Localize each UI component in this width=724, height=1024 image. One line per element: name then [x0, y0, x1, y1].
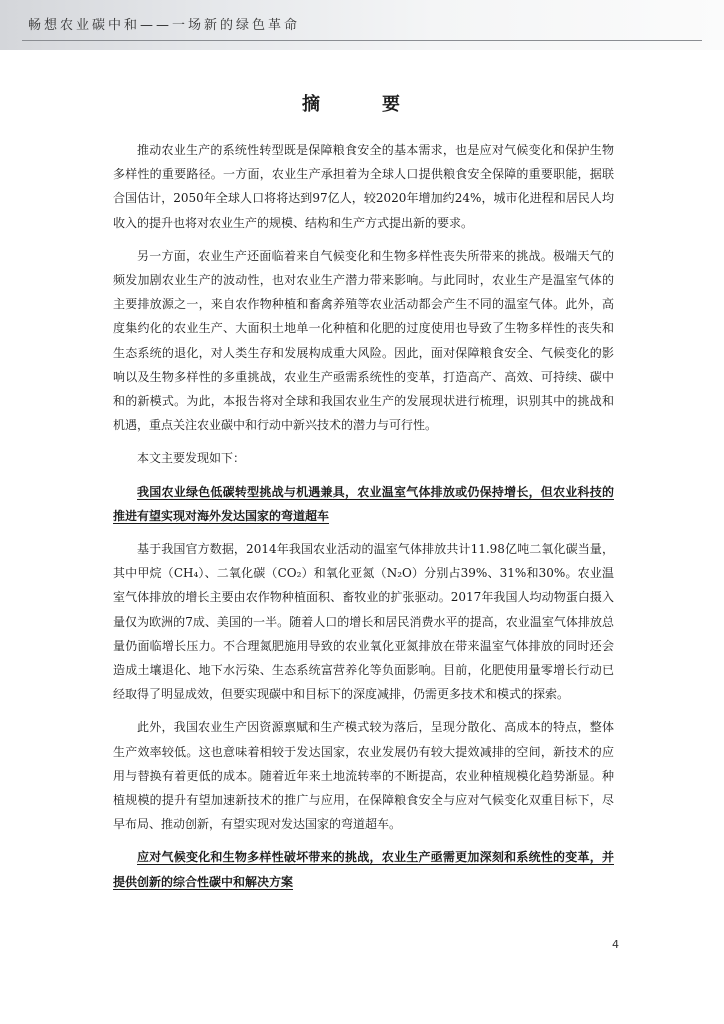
paragraph-efficiency: 此外，我国农业生产因资源禀赋和生产模式较为落后，呈现分散化、高成本的特点，整体生产效率较低。这也意味着相较于发达国家，农业发展仍有较大提效减排的空间，新技术的应用与替换有着更低的成本。随着近年来土地流转率的不断提高，农业种植规模化趋势渐显。种植规模的提升有望加速新技术的推广与应用，在保障粮食安全与应对气候变化双重目标下，尽早布局、推动创新，有望实现对发达国家的弯道超车。	[113, 720, 614, 832]
header-divider	[22, 40, 702, 41]
paragraph-challenges: 另一方面，农业生产还面临着来自气候变化和生物多样性丧失所带来的挑战。极端天气的频发加剧农业生产的波动性，也对农业生产潜力带来影响。与此同时，农业生产是温室气体的主要排放源之一，来自农作物种植和畜禽养殖等农业活动都会产生不同的温室气体。此外，高度集约化的农业生产、大面积土地单一化种植和化肥的过度使用也导致了生物多样性的丧失和生态系统的退化，对人类生存和发展构成重大风险。因此，面对保障粮食安全、气候变化的影响以及生物多样性的多重挑战，农业生产亟需系统性的变革，打造高产、高效、可持续、碳中和的新模式。为此，本报告将对全球和我国农业生产的发展现状进行梳理，识别其中的挑战和机遇，重点关注农业碳中和行动中新兴技术的潜力与可行性。	[113, 248, 614, 433]
finding-heading-1: 我国农业绿色低碳转型挑战与机遇兼具，农业温室气体排放或仍保持增长，但农业科技的推进有望实现对海外发达国家的弯道超车	[113, 484, 614, 523]
document-body	[113, 138, 614, 894]
paragraph-findings-lead: 本文主要发现如下：	[137, 451, 246, 466]
finding-heading-2: 应对气候变化和生物多样性破坏带来的挑战，农业生产亟需更加深刻和系统性的变革，并提供创新的综合性碳中和解决方案	[113, 850, 614, 889]
page-title: 摘 要	[302, 94, 422, 115]
paragraph-emissions-data: 基于我国官方数据，2014年我国农业活动的温室气体排放共计11.98亿吨二氧化碳当量，其中甲烷（CH₄）、二氧化碳（CO₂）和氧化亚氮（N₂O）分别占39%、31%和30%。农业温室气体排放的增长主要由农作物种植面积、畜牧业的扩张驱动。2017年我国人均动物蛋白摄入量仅为欧洲的7成、美国的一半。随着人口的增长和居民消费水平的提高，农业温室气体排放总量仍面临增长压力。不合理氮肥施用导致的农业氧化亚氮排放在带来温室气体排放的同时还会造成土壤退化、地下水污染、生态系统富营养化等负面影响。目前，化肥使用量零增长行动已经取得了明显成效，但要实现碳中和目标下的深度减排，仍需更多技术和模式的探索。	[113, 542, 614, 702]
running-header-title: 畅想农业碳中和——一场新的绿色革命	[28, 18, 301, 33]
paragraph-intro: 推动农业生产的系统性转型既是保障粮食安全的基本需求，也是应对气候变化和保护生物多样性的重要路径。一方面，农业生产承担着为全球人口提供粮食安全保障的重要职能，据联合国估计，2050年全球人口将将达到97亿人，较2020年增加约24%，城市化进程和居民人均收入的提升也将对农业生产的规模、结构和生产方式提出新的要求。	[113, 143, 614, 230]
page-number: 4	[612, 938, 619, 951]
